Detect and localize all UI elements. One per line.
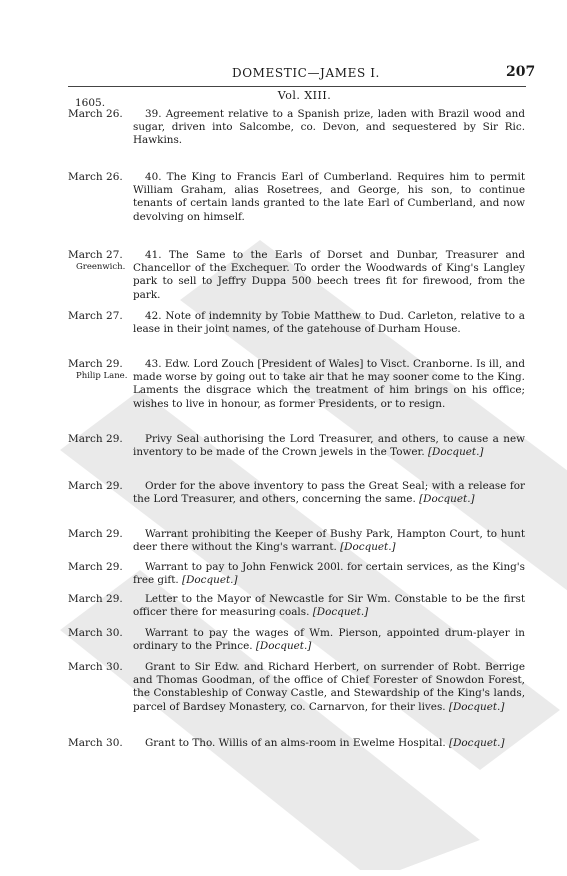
entry-date: March 30.	[68, 627, 123, 639]
entry-body: Grant to Tho. Willis of an alms-room in Ewelme Hospital. [Docquet.]	[145, 737, 505, 749]
entry-date: March 30.	[68, 661, 123, 673]
entry-body: 39. Agreement relative to a Spanish prize, laden with Brazil wood and sugar, driven into Salcombe, co. Devon, and sequestered by Sir Ric. Hawkins.	[133, 108, 525, 147]
entry-body: Warrant to pay to John Fenwick 200l. for certain services, as the King's free gift. [Docquet.]	[133, 561, 525, 587]
entry-date: March 29.	[68, 593, 123, 605]
entry-date: March 26.	[68, 108, 123, 120]
entry-text	[133, 249, 525, 302]
docquet-note: [Docquet.]	[448, 700, 505, 713]
docquet-note: [Docquet.]	[419, 493, 475, 506]
entry-text	[133, 661, 525, 714]
entry-date: March 29. Philip Lane.	[68, 358, 132, 382]
entry-date: March 26.	[68, 171, 123, 183]
entry-body: 41. The Same to the Earls of Dorset and Dunbar, Treasurer and Chancellor of the Exchequer. To order the Woodwards of King's Langley park to sell to Jeffry Duppa 500 beech trees fit for firewood, from the park.	[133, 249, 525, 301]
entry-text	[133, 433, 525, 459]
entry-date: March 29.	[68, 480, 123, 492]
entry-body: Grant to Sir Edw. and Richard Herbert, on surrender of Robt. Berrige and Thomas Goodman, of the office of Chief Forester of Snowdon Forest, the Constableship of Conway Castle, and Stewardship of the King's lands, parcel of Bardsey Monastery, co. Carnarvon, for their lives. [Docquet.]	[133, 661, 525, 713]
entry-date: March 29.	[68, 528, 123, 540]
entry-body: Order for the above inventory to pass the Great Seal; with a release for the Lord Treasurer, and others, concerning the same. [Docquet.]	[133, 480, 525, 506]
entry-text	[133, 358, 525, 411]
entry-body: 40. The King to Francis Earl of Cumberland. Requires him to permit William Graham, alias Rosetrees, and George, his son, to continue tenants of certain lands granted to the late Earl of Cumberland, and now devolving on himself.	[133, 171, 525, 223]
entry-text	[133, 108, 525, 148]
entry-place: Philip Lane.	[76, 371, 128, 381]
header-rule	[68, 86, 526, 87]
entry-text	[133, 480, 525, 506]
volume-heading: Vol. XIII.	[277, 89, 332, 102]
entry-date: March 27. Greenwich.	[68, 249, 132, 273]
entry-body: Privy Seal authorising the Lord Treasurer, and others, to cause a new inventory to be made of the Crown jewels in the Tower. [Docquet.]	[133, 433, 525, 459]
entry-text	[133, 737, 525, 750]
entry-body: 43. Edw. Lord Zouch [President of Wales] to Visct. Cranborne. Is ill, and made worse by going out to take air that he may sooner come to the King. Laments the disgrace which the treatment of him brings on his office; wishes to live in honour, as former Presidents, or to resign.	[133, 358, 526, 410]
entry-body: Letter to the Mayor of Newcastle for Sir Wm. Constable to be the first officer there for measuring coals. [Docquet.]	[133, 593, 525, 619]
year-label: 1605.	[75, 97, 106, 109]
entry-text	[133, 171, 525, 224]
entry-body: Warrant to pay the wages of Wm. Pierson, appointed drum-player in ordinary to the Prince. [Docquet.]	[133, 627, 525, 653]
docquet-note: [Docquet.]	[340, 541, 396, 554]
docquet-note: [Docquet.]	[182, 574, 238, 587]
entry-date: March 29.	[68, 561, 123, 573]
entry-date: March 29.	[68, 433, 123, 445]
page-number: 207	[506, 64, 536, 80]
entry-text	[133, 310, 525, 336]
entry-text	[133, 593, 525, 619]
page-header	[0, 66, 567, 86]
running-head: DOMESTIC—JAMES I.	[232, 66, 380, 80]
docquet-note: [Docquet.]	[312, 606, 369, 619]
entry-text	[133, 561, 525, 587]
entry-text	[133, 627, 525, 653]
entry-body: Warrant prohibiting the Keeper of Bushy Park, Hampton Court, to hunt deer there without the King's warrant. [Docquet.]	[133, 528, 525, 554]
entry-place: Greenwich.	[76, 262, 126, 272]
entry-text	[133, 528, 525, 554]
docquet-note: [Docquet.]	[255, 640, 312, 653]
entry-date: March 30.	[68, 737, 123, 749]
entry-date: March 27.	[68, 310, 123, 322]
docquet-note: [Docquet.]	[427, 446, 484, 459]
entry-body: 42. Note of indemnity by Tobie Matthew to Dud. Carleton, relative to a lease in their joint names, of the gatehouse of Durham House.	[133, 310, 525, 336]
docquet-note: [Docquet.]	[449, 737, 505, 749]
